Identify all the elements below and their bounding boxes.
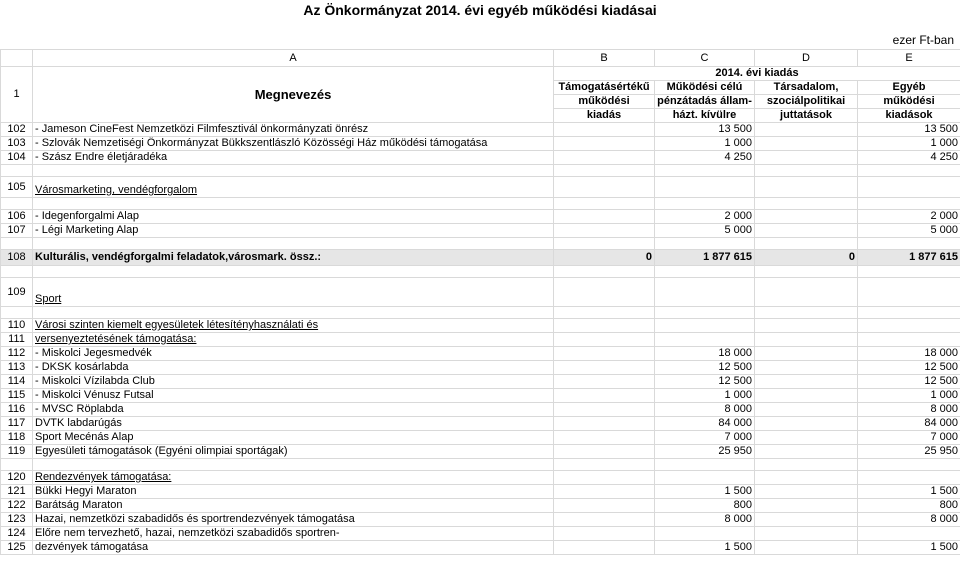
row-label[interactable]: Rendezvények támogatása: <box>33 471 554 485</box>
table-row <box>1 527 960 541</box>
cell-b[interactable] <box>554 319 655 333</box>
cell-e[interactable]: 18 000 <box>858 347 960 361</box>
blank-cell[interactable] <box>755 165 858 177</box>
cell-d[interactable] <box>755 471 858 485</box>
table-row <box>1 333 960 347</box>
cell-e[interactable]: 1 500 <box>858 485 960 499</box>
blank-cell[interactable] <box>33 459 554 471</box>
header-b-1[interactable]: Támogatásértékű <box>554 81 655 95</box>
row-number[interactable] <box>1 307 33 319</box>
row-number[interactable]: 107 <box>1 224 33 238</box>
cell-e[interactable]: 12 500 <box>858 361 960 375</box>
blank-cell[interactable] <box>755 198 858 210</box>
row-number[interactable]: 115 <box>1 389 33 403</box>
blank-row <box>1 459 960 471</box>
header-e-3[interactable]: kiadások <box>858 109 960 123</box>
blank-cell[interactable] <box>858 266 960 278</box>
section-title-city-marketing[interactable]: Városmarketing, vendégforgalom <box>33 177 554 198</box>
row-number[interactable]: 102 <box>1 123 33 137</box>
cell-e[interactable]: 1 000 <box>858 137 960 151</box>
cell-d[interactable] <box>755 319 858 333</box>
blank-cell[interactable] <box>755 307 858 319</box>
blank-cell[interactable] <box>655 238 755 250</box>
header-d-1[interactable]: Társadalom, <box>755 81 858 95</box>
cell-e[interactable]: 12 500 <box>858 375 960 389</box>
row-label[interactable]: - Idegenforgalmi Alap <box>33 210 554 224</box>
row-number[interactable]: 114 <box>1 375 33 389</box>
header-c-2[interactable]: pénzátadás állam- <box>655 95 755 109</box>
cell-c[interactable]: 25 950 <box>655 445 755 459</box>
cell-d[interactable] <box>755 151 858 165</box>
header-e-1[interactable]: Egyéb <box>858 81 960 95</box>
row-label[interactable]: - Szlovák Nemzetiségi Önkormányzat Bükkszentlászló Közösségi Ház működési támogatása <box>33 137 554 151</box>
col-letter-c[interactable]: C <box>655 50 755 67</box>
blank-cell[interactable] <box>33 165 554 177</box>
header-c-1[interactable]: Működési célú <box>655 81 755 95</box>
page-title: Az Önkormányzat 2014. évi egyéb működési kiadásai <box>303 2 657 18</box>
row-label[interactable]: Hazai, nemzetközi szabadidős és sportrendezvények támogatása <box>33 513 554 527</box>
row-label[interactable]: Városi szinten kiemelt egyesületek létesítényhasználati és <box>33 319 554 333</box>
subtotal-label[interactable]: Kulturális, vendégforgalmi feladatok,városmark. össz.: <box>33 250 554 266</box>
cell-b[interactable] <box>554 527 655 541</box>
row-number[interactable]: 111 <box>1 333 33 347</box>
blank-cell[interactable] <box>554 459 655 471</box>
cell-d[interactable] <box>755 417 858 431</box>
cell-c[interactable]: 2 000 <box>655 210 755 224</box>
subtotal-row <box>1 250 960 266</box>
row-label[interactable]: Barátság Maraton <box>33 499 554 513</box>
table-row <box>1 389 960 403</box>
row-number[interactable] <box>1 165 33 177</box>
cell-d[interactable] <box>755 527 858 541</box>
row-label[interactable]: - MVSC Röplabda <box>33 403 554 417</box>
row-label[interactable]: Sport Mecénás Alap <box>33 431 554 445</box>
cell-e[interactable]: 84 000 <box>858 417 960 431</box>
cell-e[interactable]: 13 500 <box>858 123 960 137</box>
row-number[interactable] <box>1 266 33 278</box>
row-number[interactable]: 123 <box>1 513 33 527</box>
cell-b[interactable] <box>554 541 655 555</box>
cell-b[interactable] <box>554 445 655 459</box>
row-number[interactable]: 105 <box>1 177 33 198</box>
cell-e[interactable]: 25 950 <box>858 445 960 459</box>
cell-c[interactable]: 1 000 <box>655 389 755 403</box>
cell-b[interactable] <box>554 151 655 165</box>
header-c-3[interactable]: házt. kívülre <box>655 109 755 123</box>
cell-b[interactable] <box>554 137 655 151</box>
col-letter-b[interactable]: B <box>554 50 655 67</box>
cell-c[interactable] <box>655 471 755 485</box>
blank-cell[interactable] <box>858 198 960 210</box>
cell-c[interactable]: 7 000 <box>655 431 755 445</box>
blank-cell[interactable] <box>755 266 858 278</box>
column-letters-row <box>1 50 960 67</box>
cell-b[interactable] <box>554 431 655 445</box>
row-label[interactable]: dezvények támogatása <box>33 541 554 555</box>
section-row <box>1 278 960 307</box>
blank-cell[interactable] <box>554 198 655 210</box>
blank-row <box>1 307 960 319</box>
blank-cell[interactable] <box>655 459 755 471</box>
corner-cell <box>1 50 33 67</box>
header-b-2[interactable]: működési <box>554 95 655 109</box>
cell-c[interactable]: 1 000 <box>655 137 755 151</box>
table-row <box>1 513 960 527</box>
cell-d[interactable] <box>755 333 858 347</box>
row-number[interactable]: 119 <box>1 445 33 459</box>
cell-d[interactable] <box>755 137 858 151</box>
cell-c[interactable] <box>655 278 755 307</box>
cell-d[interactable] <box>755 361 858 375</box>
cell-e[interactable] <box>858 319 960 333</box>
col-letter-a[interactable]: A <box>33 50 554 67</box>
row-label[interactable]: - Légi Marketing Alap <box>33 224 554 238</box>
cell-b[interactable] <box>554 224 655 238</box>
cell-b[interactable] <box>554 485 655 499</box>
cell-e[interactable] <box>858 278 960 307</box>
row-number[interactable]: 110 <box>1 319 33 333</box>
table-row <box>1 417 960 431</box>
cell-c[interactable]: 13 500 <box>655 123 755 137</box>
cell-b[interactable] <box>554 403 655 417</box>
table-row <box>1 361 960 375</box>
row-number[interactable]: 122 <box>1 499 33 513</box>
blank-cell[interactable] <box>655 307 755 319</box>
row-number[interactable]: 108 <box>1 250 33 266</box>
row-number[interactable]: 103 <box>1 137 33 151</box>
cell-e[interactable]: 1 877 615 <box>858 250 960 266</box>
cell-b[interactable] <box>554 361 655 375</box>
cell-e[interactable]: 1 000 <box>858 389 960 403</box>
cell-d[interactable] <box>755 389 858 403</box>
header-row-1 <box>1 67 960 81</box>
cell-e[interactable]: 7 000 <box>858 431 960 445</box>
header-b-3[interactable]: kiadás <box>554 109 655 123</box>
row-number[interactable]: 117 <box>1 417 33 431</box>
blank-cell[interactable] <box>755 459 858 471</box>
blank-cell[interactable] <box>554 266 655 278</box>
blank-cell[interactable] <box>858 459 960 471</box>
table-row <box>1 151 960 165</box>
cell-b[interactable]: 0 <box>554 250 655 266</box>
cell-e[interactable]: 4 250 <box>858 151 960 165</box>
cell-e[interactable] <box>858 177 960 198</box>
row-number[interactable]: 116 <box>1 403 33 417</box>
table-row <box>1 445 960 459</box>
cell-d[interactable] <box>755 210 858 224</box>
group-header[interactable]: 2014. évi kiadás <box>554 67 960 81</box>
cell-c[interactable]: 84 000 <box>655 417 755 431</box>
table-row <box>1 375 960 389</box>
cell-c[interactable]: 8 000 <box>655 403 755 417</box>
naming-header[interactable]: Megnevezés <box>33 67 554 123</box>
cell-d[interactable] <box>755 375 858 389</box>
cell-b[interactable] <box>554 499 655 513</box>
cell-e[interactable] <box>858 333 960 347</box>
row-label[interactable]: - Miskolci Vízilabda Club <box>33 375 554 389</box>
row-number[interactable]: 121 <box>1 485 33 499</box>
row-number[interactable] <box>1 459 33 471</box>
cell-e[interactable]: 8 000 <box>858 403 960 417</box>
row-label[interactable]: Előre nem tervezhető, hazai, nemzetközi szabadidős sportren- <box>33 527 554 541</box>
row-label[interactable]: Bükki Hegyi Maraton <box>33 485 554 499</box>
row-label[interactable]: - Miskolci Vénusz Futsal <box>33 389 554 403</box>
unit-label: ezer Ft-ban <box>892 33 954 47</box>
cell-d[interactable] <box>755 403 858 417</box>
cell-b[interactable] <box>554 417 655 431</box>
cell-c[interactable]: 12 500 <box>655 361 755 375</box>
cell-c[interactable] <box>655 177 755 198</box>
cell-b[interactable] <box>554 471 655 485</box>
section-row <box>1 177 960 198</box>
cell-d[interactable] <box>755 485 858 499</box>
header-d-3[interactable]: juttatások <box>755 109 858 123</box>
row-number[interactable]: 104 <box>1 151 33 165</box>
blank-cell[interactable] <box>655 165 755 177</box>
cell-d[interactable] <box>755 513 858 527</box>
row-number[interactable]: 112 <box>1 347 33 361</box>
row-number[interactable] <box>1 198 33 210</box>
cell-b[interactable] <box>554 347 655 361</box>
row-number[interactable]: 106 <box>1 210 33 224</box>
row-label[interactable]: - Szász Endre életjáradéka <box>33 151 554 165</box>
cell-b[interactable] <box>554 375 655 389</box>
cell-b[interactable] <box>554 123 655 137</box>
row-number[interactable]: 125 <box>1 541 33 555</box>
budget-table <box>0 49 960 555</box>
blank-row <box>1 165 960 177</box>
cell-c[interactable]: 12 500 <box>655 375 755 389</box>
row-number[interactable] <box>1 238 33 250</box>
section-title-sport[interactable]: Sport <box>33 278 554 307</box>
table-row <box>1 319 960 333</box>
cell-c[interactable]: 8 000 <box>655 513 755 527</box>
table-row <box>1 403 960 417</box>
cell-b[interactable] <box>554 513 655 527</box>
blank-cell[interactable] <box>755 238 858 250</box>
cell-d[interactable] <box>755 541 858 555</box>
cell-c[interactable] <box>655 527 755 541</box>
blank-cell[interactable] <box>858 307 960 319</box>
cell-d[interactable]: 0 <box>755 250 858 266</box>
table-row <box>1 347 960 361</box>
cell-e[interactable]: 5 000 <box>858 224 960 238</box>
row-number[interactable]: 109 <box>1 278 33 307</box>
blank-cell[interactable] <box>554 238 655 250</box>
cell-d[interactable] <box>755 123 858 137</box>
cell-b[interactable] <box>554 389 655 403</box>
row-number-header[interactable]: 1 <box>1 67 33 123</box>
row-label[interactable]: - Jameson CineFest Nemzetközi Filmfesztivál önkormányzati önrész <box>33 123 554 137</box>
table-row <box>1 137 960 151</box>
cell-d[interactable] <box>755 278 858 307</box>
cell-d[interactable] <box>755 347 858 361</box>
row-number[interactable]: 118 <box>1 431 33 445</box>
blank-cell[interactable] <box>33 266 554 278</box>
cell-e[interactable]: 8 000 <box>858 513 960 527</box>
row-label[interactable]: Egyesületi támogatások (Egyéni olimpiai sportágak) <box>33 445 554 459</box>
cell-e[interactable] <box>858 527 960 541</box>
table-row <box>1 431 960 445</box>
cell-b[interactable] <box>554 177 655 198</box>
cell-e[interactable] <box>858 471 960 485</box>
table-row <box>1 224 960 238</box>
cell-c[interactable]: 1 877 615 <box>655 250 755 266</box>
cell-c[interactable]: 18 000 <box>655 347 755 361</box>
header-e-2[interactable]: működési <box>858 95 960 109</box>
row-number[interactable]: 124 <box>1 527 33 541</box>
col-letter-e[interactable]: E <box>858 50 960 67</box>
blank-row <box>1 198 960 210</box>
blank-cell[interactable] <box>858 238 960 250</box>
table-row <box>1 541 960 555</box>
blank-cell[interactable] <box>33 307 554 319</box>
blank-cell[interactable] <box>858 165 960 177</box>
row-number[interactable]: 113 <box>1 361 33 375</box>
table-row <box>1 123 960 137</box>
col-letter-d[interactable]: D <box>755 50 858 67</box>
cell-b[interactable] <box>554 333 655 347</box>
header-d-2[interactable]: szociálpolitikai <box>755 95 858 109</box>
cell-d[interactable] <box>755 445 858 459</box>
blank-cell[interactable] <box>655 266 755 278</box>
cell-e[interactable]: 800 <box>858 499 960 513</box>
cell-c[interactable]: 4 250 <box>655 151 755 165</box>
row-label[interactable]: versenyeztetésének támogatása: <box>33 333 554 347</box>
blank-cell[interactable] <box>554 307 655 319</box>
cell-c[interactable] <box>655 319 755 333</box>
blank-cell[interactable] <box>33 238 554 250</box>
row-label[interactable]: - Miskolci Jegesmedvék <box>33 347 554 361</box>
blank-row <box>1 238 960 250</box>
cell-b[interactable] <box>554 278 655 307</box>
cell-c[interactable]: 1 500 <box>655 485 755 499</box>
table-row <box>1 471 960 485</box>
blank-row <box>1 266 960 278</box>
table-row <box>1 210 960 224</box>
table-row <box>1 485 960 499</box>
cell-c[interactable]: 5 000 <box>655 224 755 238</box>
blank-cell[interactable] <box>33 198 554 210</box>
cell-e[interactable]: 1 500 <box>858 541 960 555</box>
cell-c[interactable]: 1 500 <box>655 541 755 555</box>
cell-d[interactable] <box>755 224 858 238</box>
blank-cell[interactable] <box>554 165 655 177</box>
cell-d[interactable] <box>755 431 858 445</box>
cell-e[interactable]: 2 000 <box>858 210 960 224</box>
row-number[interactable]: 120 <box>1 471 33 485</box>
row-label[interactable]: - DKSK kosárlabda <box>33 361 554 375</box>
cell-c[interactable]: 800 <box>655 499 755 513</box>
cell-b[interactable] <box>554 210 655 224</box>
cell-c[interactable] <box>655 333 755 347</box>
blank-cell[interactable] <box>655 198 755 210</box>
cell-d[interactable] <box>755 499 858 513</box>
row-label[interactable]: DVTK labdarúgás <box>33 417 554 431</box>
cell-d[interactable] <box>755 177 858 198</box>
table-row <box>1 499 960 513</box>
